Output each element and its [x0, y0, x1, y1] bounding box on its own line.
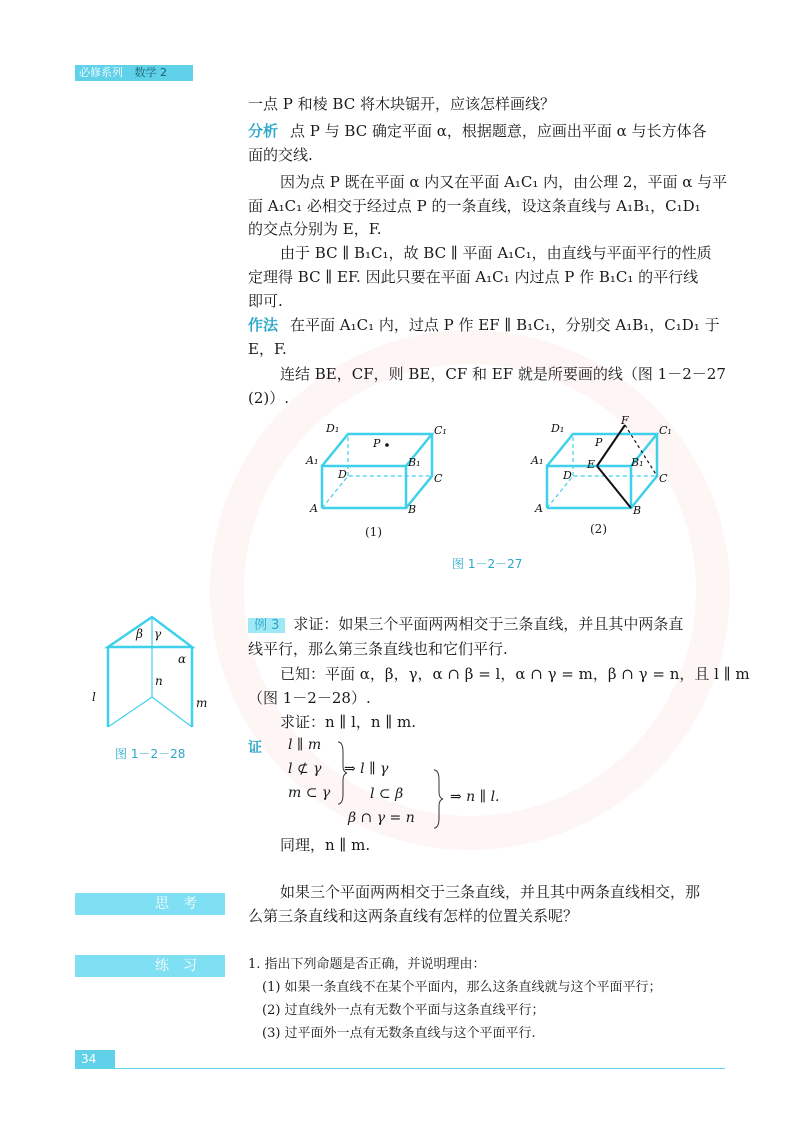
- series-label: 必修系列: [79, 66, 123, 79]
- label-alpha: α: [178, 652, 187, 666]
- label-D1-2: D₁: [551, 422, 565, 435]
- method-line-1: 作法 在平面 A₁C₁ 内，过点 P 作 EF ∥ B₁C₁，分别交 A₁B₁，C₁D₁ 于: [248, 316, 720, 334]
- exercise-item-1: (1) 如果一条直线不在某个平面内，那么这条直线就与这个平面平行；: [262, 980, 662, 995]
- proof-b1: l ⊂ β: [370, 786, 404, 802]
- label-A1: A₁: [306, 454, 319, 467]
- think-line-1: 如果三个平面两两相交于三条直线，并且其中两条直线相交，那: [280, 883, 701, 901]
- analysis-line-5: 的交点分别为 E，F.: [248, 220, 382, 238]
- proof-a1: l ∥ m: [288, 737, 322, 753]
- brace-2: [432, 768, 444, 830]
- think-line-2: 么第三条直线和这两条直线有怎样的位置关系呢？: [248, 907, 579, 925]
- label-A: A: [310, 502, 318, 515]
- label-P: P: [373, 437, 381, 450]
- analysis-line-6: 由于 BC ∥ B₁C₁，故 BC ∥ 平面 A₁C₁，由直线与平面平行的性质: [280, 244, 712, 262]
- label-beta: β: [136, 627, 143, 641]
- label-C: C: [434, 472, 443, 485]
- proof-a3: m ⊂ γ: [288, 785, 331, 801]
- label-F: F: [621, 415, 629, 427]
- example3-line-1: 例 3 求证：如果三个平面两两相交于三条直线，并且其中两条直: [248, 614, 728, 636]
- exercise-item-3: (3) 过平面外一点有无数条直线与这个平面平行.: [262, 1026, 536, 1041]
- method-line-4: (2)）.: [248, 389, 290, 407]
- label-m: m: [196, 696, 208, 710]
- example3-line-2: 线平行，那么第三条直线也和它们平行.: [248, 640, 508, 658]
- method-line-2: E，F.: [248, 340, 287, 358]
- same-reason-line: 同理，n ∥ m.: [280, 836, 371, 854]
- analysis-line-4: 面 A₁C₁ 必相交于经过点 P 的一条直线，设这条直线与 A₁B₁，C₁D₁: [248, 197, 701, 215]
- analysis-line-1: 分析 点 P 与 BC 确定平面 α，根据题意，应画出平面 α 与长方体各: [248, 122, 707, 140]
- analysis-line-7: 定理得 BC ∥ EF. 因此只要在平面 A₁C₁ 内过点 P 作 B₁C₁ 的平行线: [248, 268, 699, 286]
- book-label: 数学 2: [134, 66, 167, 79]
- proof-r1: ⇒ l ∥ γ: [344, 761, 389, 777]
- label-D-2: D: [563, 469, 572, 482]
- label-P-2: P: [595, 436, 603, 449]
- method-line-3: 连结 BE，CF，则 BE，CF 和 EF 就是所要画的线（图 1－2－27: [280, 365, 726, 383]
- prove-line: 求证：n ∥ l，n ∥ m.: [280, 713, 417, 731]
- label-D: D: [338, 468, 347, 481]
- exercise-label-bar: 练习: [75, 955, 225, 977]
- figure-1-2-27-2: [525, 415, 685, 520]
- subcaption-1: (1): [365, 525, 382, 539]
- proof-a2: l ⊄ γ: [288, 761, 322, 777]
- analysis-line-8: 即可.: [248, 292, 283, 310]
- exercise-item-2: (2) 过直线外一点有无数个平面与这条直线平行；: [262, 1003, 545, 1018]
- label-C1: C₁: [434, 424, 447, 437]
- label-A1-2: A₁: [531, 454, 544, 467]
- label-C-2: C: [659, 472, 668, 485]
- proof-c1: ⇒ n ∥ l.: [450, 789, 500, 805]
- subcaption-2: (2): [590, 522, 607, 536]
- analysis-line-2: 面的交线.: [248, 146, 313, 164]
- given-line-2: （图 1－2－28）.: [248, 689, 371, 707]
- figure-1-2-27-1: [300, 420, 460, 520]
- label-A-2: A: [535, 502, 543, 515]
- example3-tag: 例 3: [248, 618, 285, 633]
- proof-label: 证: [248, 740, 262, 756]
- header-tag: [75, 65, 193, 81]
- page-number: 34: [75, 1050, 115, 1068]
- footer-rule: [75, 1068, 725, 1069]
- label-B1-2: B₁: [631, 456, 644, 469]
- label-n: n: [155, 674, 163, 688]
- label-B-2: B: [633, 504, 642, 517]
- think-label-bar: 思考: [75, 893, 225, 915]
- label-D1: D₁: [326, 422, 340, 435]
- proof-b2: β ∩ γ = n: [348, 810, 415, 826]
- label-C1-2: C₁: [659, 424, 672, 437]
- analysis-label: 分析: [248, 122, 279, 140]
- intro-line: 一点 P 和棱 BC 将木块锯开，应该怎样画线？: [248, 95, 555, 113]
- label-gamma: γ: [154, 627, 162, 641]
- method-label: 作法: [248, 316, 279, 334]
- label-B: B: [408, 503, 417, 516]
- analysis-line-3: 因为点 P 既在平面 α 内又在平面 A₁C₁ 内，由公理 2，平面 α 与平: [280, 173, 728, 191]
- label-E: E: [587, 458, 596, 471]
- figure-caption-1-2-28: 图 1－2－28: [115, 747, 186, 761]
- label-l: l: [92, 690, 96, 704]
- given-line-1: 已知：平面 α，β，γ，α ∩ β = l，α ∩ γ = m，β ∩ γ = n，且 l ∥ m: [280, 665, 750, 683]
- exercise-question: 1. 指出下列命题是否正确，并说明理由：: [248, 957, 486, 972]
- figure-caption-1-2-27: 图 1－2－27: [452, 557, 523, 571]
- label-B1: B₁: [408, 456, 421, 469]
- figure-1-2-28: [80, 605, 230, 750]
